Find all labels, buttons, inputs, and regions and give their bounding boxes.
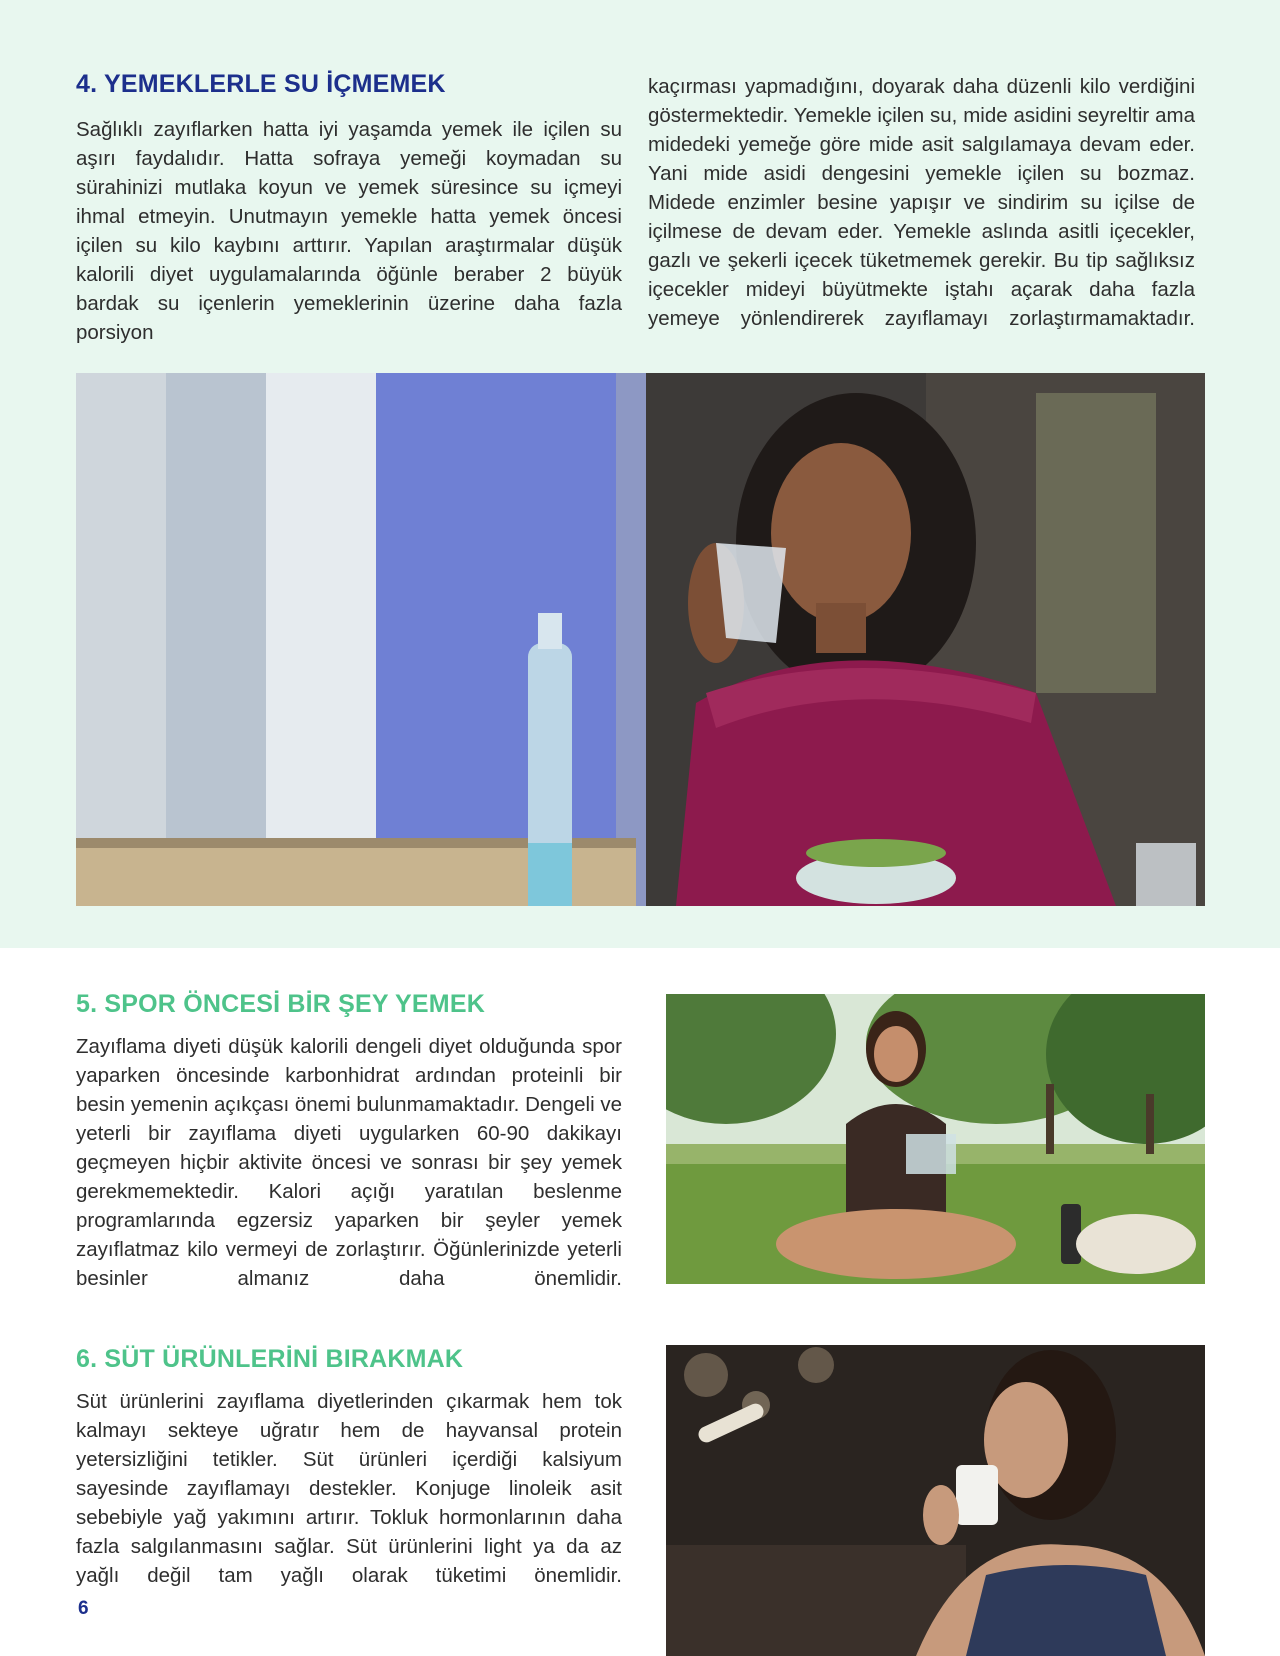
woman-eating-in-park-photo bbox=[666, 994, 1205, 1284]
section-6-heading: 6. SÜT ÜRÜNLERİNİ BIRAKMAK bbox=[76, 1345, 464, 1373]
section-5-heading: 5. SPOR ÖNCESİ BİR ŞEY YEMEK bbox=[76, 990, 485, 1018]
section-6-paragraph: Süt ürünlerini zayıflama diyetlerinden çıkarmak hem tok kalmayı sekteye uğratır hem de hayvansal protein yetersizliğini tetikler. Süt ürünleri içerdiği kalsiyum sayesinde zayıflamayı destekler. Konjuge linoleik asit sebebiyle yağ yakımını artırır. Tokluk hormonlarının daha fazla salgılanmasını sağlar. Süt ürünlerini light ya da az yağlı değil tam yağlı olarak tüketimi önemlidir. bbox=[76, 1390, 622, 1587]
section-4-paragraph-col1: Sağlıklı zayıflarken hatta iyi yaşamda yemek ile içilen su aşırı faydalıdır. Hatta sofraya yemeği koymadan su sürahinizi mutlaka koyun ve yemek süresince su içmeyi ihmal etmeyin. Unutmayın yemekle hatta yemek öncesi içilen su kilo kaybını arttırır. Yapılan araştırmalar düşük kalorili diyet uygulamalarında öğünle beraber 2 büyük bardak su içenlerin yemeklerinin üzerine daha fazla porsiyon bbox=[76, 118, 622, 344]
woman-drinking-milk-photo bbox=[666, 1345, 1205, 1656]
section-5-paragraph: Zayıflama diyeti düşük kalorili dengeli diyet olduğunda spor yaparken öncesinde karbonhidrat ardından proteinli bir besin yemenin açıkçası önemi bulunmamaktadır. Dengeli ve yeterli bir zayıflama diyeti uygularken 60-90 dakikayı geçmeyen hiçbir aktivite öncesi ve sonrası bir şey yemek gerekmemektedir. Kalori açığı yaratılan beslenme programlarında egzersiz yaparken bir şeyler yemek zayıflatmaz kilo vermeyi de zorlaştırır. Öğünlerinizde yeterli besinler almanız daha önemlidir. bbox=[76, 1035, 622, 1290]
section-4-paragraph-col2: kaçırması yapmadığını, doyarak daha düzenli kilo verdiğini göstermektedir. Yemekle içilen su, mide asidini seyreltir ama midedeki yemeğe göre mide asit salgılamaya devam eder. Yani mide asidi dengesini yemekle içilen su bozmaz. Midede enzimler besine yapışır ve sindirim su içilse de içilmese de devam eder. Yemekle aslında asitli içecekler, gazlı ve şekerli içecek tüketmemek gerekir. Bu tip sağlıksız içecekler mideyi büyütmekte iştahı açarak daha fazla yemeye yönlendirerek zayıflamayı zorlaştırmamaktadır. bbox=[648, 75, 1195, 330]
woman-drinking-water-photo bbox=[76, 373, 1205, 906]
section-4-heading: 4. YEMEKLERLE SU İÇMEMEK bbox=[76, 70, 446, 98]
page-number: 6 bbox=[78, 1598, 89, 1619]
